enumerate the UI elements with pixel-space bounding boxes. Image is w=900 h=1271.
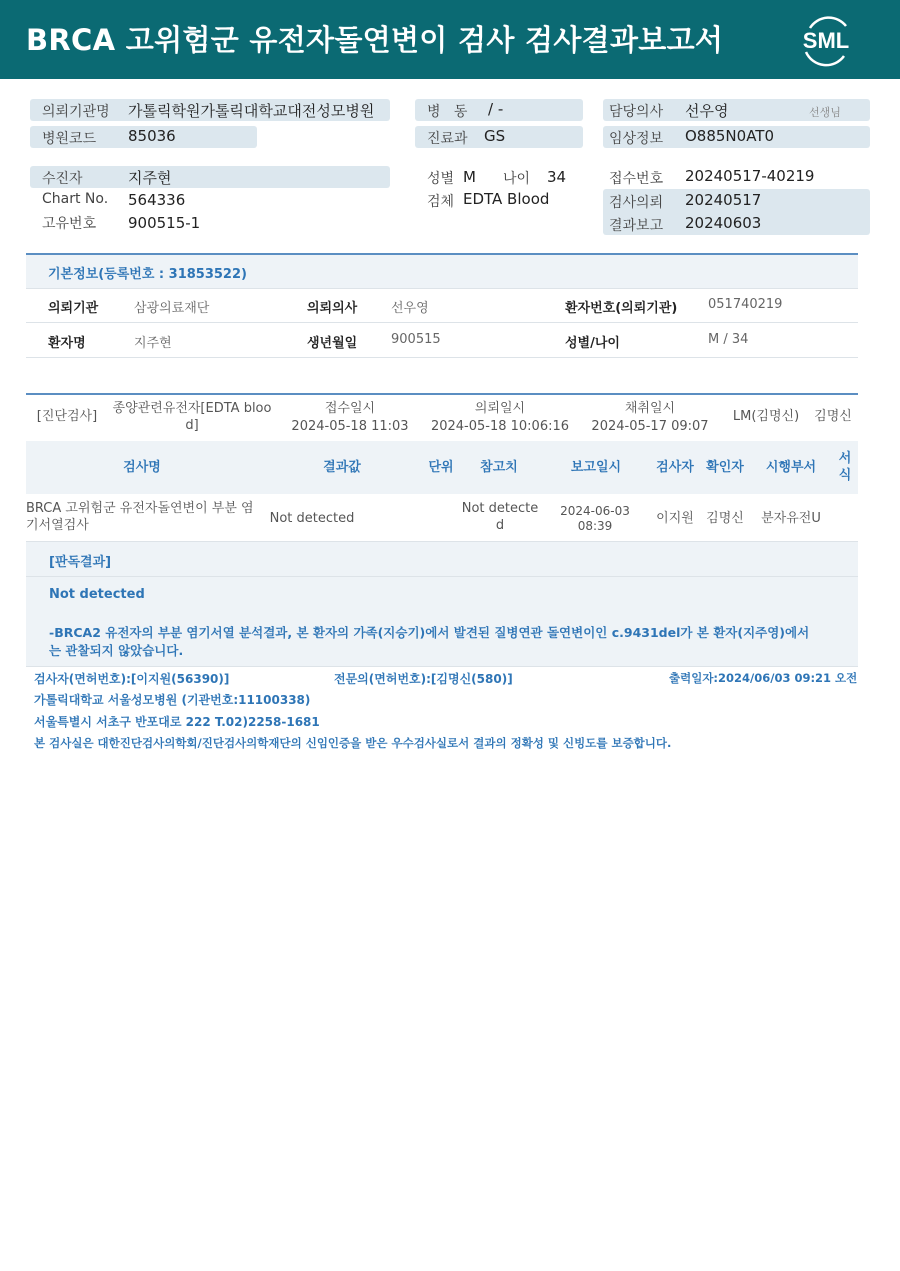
logo-text: SML — [802, 28, 850, 53]
sex-label: 성별 — [427, 171, 455, 187]
divider — [26, 666, 858, 667]
request-value: 20240517 — [685, 191, 762, 209]
diag-test-name: 종양관련유전자[EDTA blood] — [112, 401, 272, 433]
doctor-value: 선우영 — [685, 102, 729, 120]
col-header-reference: 참고치 — [480, 460, 518, 475]
age-label: 나이 — [503, 171, 531, 187]
request-label: 검사의뢰 — [609, 195, 664, 211]
footer-address: 서울특별시 서초구 반포대로 222 T.02)2258-1681 — [34, 715, 320, 729]
requested-label: 의뢰일시 — [474, 401, 526, 416]
basic-value-birth: 900515 — [391, 332, 441, 347]
report-header — [0, 0, 900, 79]
diag-confirmer: 김명신 — [814, 409, 852, 424]
uid-label: 고유번호 — [42, 216, 97, 232]
doctor-label: 담당의사 — [609, 104, 664, 120]
col-header-report-date: 보고일시 — [570, 460, 622, 475]
judgment-header — [26, 542, 858, 576]
patient-value: 지주현 — [128, 169, 172, 187]
basic-value-patient-no: 051740219 — [708, 297, 783, 312]
footer-printed: 출력일자:2024/06/03 09:21 오전 — [669, 671, 858, 685]
age-value: 34 — [547, 168, 567, 186]
divider — [26, 322, 858, 323]
receipt-value: 20240517-40219 — [685, 167, 815, 185]
received-label: 접수일시 — [324, 401, 376, 416]
collected-value: 2024-05-17 09:07 — [591, 419, 709, 434]
report-title: BRCA 고위험군 유전자돌연변이 검사 검사결과보고서 — [26, 23, 724, 57]
dept-value: GS — [484, 127, 506, 145]
report-label: 결과보고 — [609, 218, 664, 234]
collected-label: 채취일시 — [624, 401, 676, 416]
clinical-label: 임상정보 — [609, 131, 664, 147]
chart-value: 564336 — [128, 191, 186, 209]
row-result: Not detected — [269, 511, 355, 526]
hospcode-value: 85036 — [128, 127, 176, 145]
requested-value: 2024-05-18 10:06:16 — [430, 419, 570, 434]
basic-key-institution: 의뢰기관 — [48, 301, 99, 316]
footer-specialist: 전문의(면허번호):[김명신(580)] — [334, 672, 513, 686]
lm-value: LM(김명신) — [732, 409, 800, 424]
divider — [26, 393, 858, 395]
patient-bg — [30, 166, 390, 188]
basic-value-doctor: 선우영 — [391, 301, 429, 316]
row-dept: 분자유전U — [761, 511, 821, 526]
basic-value-sex-age: M / 34 — [708, 332, 749, 347]
ward-label: 병 동 — [427, 104, 468, 120]
uid-value: 900515-1 — [128, 214, 201, 232]
judgment-comment-line2: 는 관찰되지 않았습니다. — [49, 643, 184, 658]
footer-tester: 검사자(면허번호):[이지원(56390)] — [34, 672, 230, 686]
basic-key-sex-age: 성별/나이 — [565, 336, 620, 351]
basic-info-title: 기본정보(등록번호 : 31853522) — [48, 267, 247, 282]
footer-notice: 본 검사실은 대한진단검사의학회/진단검사의학재단의 신임인증을 받은 우수검사실로서 결과의 정확성 및 신빙도를 보증합니다. — [34, 736, 672, 750]
ward-value: / - — [488, 100, 504, 118]
footer-hospital: 가톨릭대학교 서울성모병원 (기관번호:11100338) — [34, 693, 311, 707]
col-header-confirmer: 확인자 — [706, 460, 744, 475]
basic-value-institution: 삼광의료재단 — [134, 301, 210, 316]
col-header-result: 결과값 — [323, 460, 361, 475]
basic-info-header — [26, 255, 858, 288]
chart-label: Chart No. — [42, 191, 109, 207]
row-report-time: 08:39 — [577, 519, 613, 533]
dept-label: 진료과 — [427, 131, 468, 147]
institution-value: 가톨릭학원가톨릭대학교대전성모병원 — [128, 102, 375, 120]
row-reference: Not detected — [461, 501, 539, 533]
diag-type: [진단검사] — [36, 409, 98, 424]
divider — [26, 357, 858, 358]
basic-key-patient-no: 환자번호(의뢰기관) — [565, 301, 678, 316]
doctor-suffix: 선생님 — [809, 106, 841, 119]
col-header-tester: 검사자 — [656, 460, 694, 475]
judgment-comment-line1: -BRCA2 유전자의 부분 염기서열 분석결과, 본 환자의 가족(지승기)에서 발견된 질병연관 돌연변이인 c.9431del가 본 환자(지주영)에서 — [49, 625, 810, 640]
sml-logo — [796, 12, 856, 68]
report-value: 20240603 — [685, 214, 762, 232]
specimen-label: 검체 — [427, 194, 455, 210]
divider — [26, 288, 858, 289]
clinical-value: O885N0AT0 — [685, 127, 775, 145]
hospcode-label: 병원코드 — [42, 131, 97, 147]
row-tester: 이지원 — [656, 511, 694, 526]
row-report-date: 2024-06-03 — [560, 504, 630, 518]
col-header-test-name: 검사명 — [123, 460, 161, 475]
row-test-name: BRCA 고위험군 유전자돌연변이 부분 염기서열검사 — [26, 501, 254, 533]
basic-key-birth: 생년월일 — [307, 336, 358, 351]
judgment-title: [판독결과] — [49, 555, 112, 570]
patient-label: 수진자 — [42, 171, 83, 187]
sex-value: M — [463, 168, 476, 186]
row-confirmer: 김명신 — [706, 511, 744, 526]
specimen-value: EDTA Blood — [463, 190, 550, 208]
basic-key-name: 환자명 — [48, 336, 86, 351]
basic-key-doctor: 의뢰의사 — [307, 301, 358, 316]
institution-label: 의뢰기관명 — [42, 104, 110, 120]
col-header-form: 서식 — [838, 451, 852, 483]
col-header-unit: 단위 — [428, 460, 454, 475]
receipt-label: 접수번호 — [609, 171, 664, 187]
judgment-result: Not detected — [49, 587, 145, 602]
received-value: 2024-05-18 11:03 — [291, 419, 409, 434]
col-header-dept: 시행부서 — [765, 460, 817, 475]
basic-value-name: 지주현 — [134, 336, 172, 351]
